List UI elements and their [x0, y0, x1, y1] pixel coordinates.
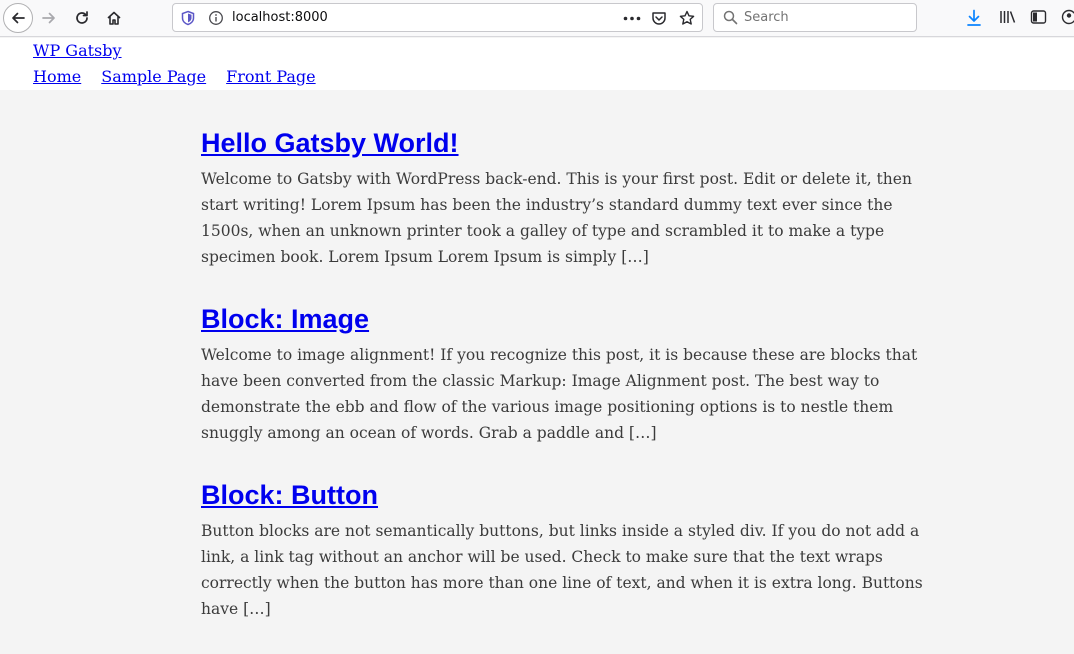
pocket-icon[interactable] [651, 10, 667, 26]
account-icon[interactable] [1061, 9, 1074, 25]
address-bar[interactable] [172, 3, 703, 32]
nav-link-home[interactable]: Home [33, 67, 81, 86]
post-title-link[interactable]: Block: Button [201, 480, 378, 510]
home-icon [106, 10, 122, 26]
post-excerpt: Button blocks are not semantically buttons, but links inside a styled div. If you do not add a link, a link tag without an anchor will be used. Check to make sure that the text wraps correctly when the button has more than one line of text, and when it is extra long. Buttons have […] [201, 518, 946, 622]
post-title [201, 126, 961, 160]
search-input[interactable]: Search [744, 10, 789, 25]
post-list [201, 126, 961, 654]
post-excerpt: Welcome to image alignment! If you recognize this post, it is because these are blocks that have been converted from the classic Markup: Image Alignment post. The best way to demonstrate the ebb and flow of the various image positioning options is to nestle them snuggly among an ocean of words. Grab a paddle and […] [201, 342, 946, 446]
nav-link-front-page[interactable]: Front Page [226, 67, 316, 86]
post-item [201, 302, 961, 446]
reload-button[interactable] [69, 5, 95, 31]
post-excerpt: Welcome to Gatsby with WordPress back-end. This is your first post. Edit or delete it, then start writing! Lorem Ipsum has been the industry’s standard dummy text ever since the 1500s, when an unknown printer took a galley of type and scrambled it to make a type specimen book. Lorem Ipsum Lorem Ipsum is simply […] [201, 166, 946, 270]
post-item [201, 126, 961, 270]
forward-button[interactable] [36, 5, 62, 31]
nav-link-sample-page[interactable]: Sample Page [101, 67, 206, 86]
browser-toolbar [0, 0, 1074, 37]
site-title-link[interactable]: WP Gatsby [33, 41, 122, 60]
library-icon[interactable] [999, 9, 1017, 25]
info-icon[interactable] [208, 10, 224, 26]
post-title [201, 478, 961, 512]
site-nav [33, 67, 316, 86]
site-header [0, 38, 1074, 90]
post-title-link[interactable]: Block: Image [201, 304, 369, 334]
search-icon [723, 10, 738, 25]
star-icon[interactable] [679, 10, 695, 26]
post-title-link[interactable]: Hello Gatsby World! [201, 128, 459, 158]
forward-arrow-icon [41, 10, 57, 26]
shield-icon[interactable] [181, 10, 195, 26]
more-icon[interactable] [623, 16, 641, 21]
back-button[interactable] [3, 3, 33, 33]
reload-icon [74, 10, 90, 26]
download-icon[interactable] [966, 9, 982, 27]
post-item [201, 478, 961, 622]
home-button[interactable] [101, 5, 127, 31]
url-text[interactable]: localhost:8000 [232, 10, 328, 25]
search-bar[interactable] [713, 3, 917, 32]
post-title [201, 302, 961, 336]
sidebar-icon[interactable] [1030, 9, 1047, 25]
back-arrow-icon [10, 10, 26, 26]
